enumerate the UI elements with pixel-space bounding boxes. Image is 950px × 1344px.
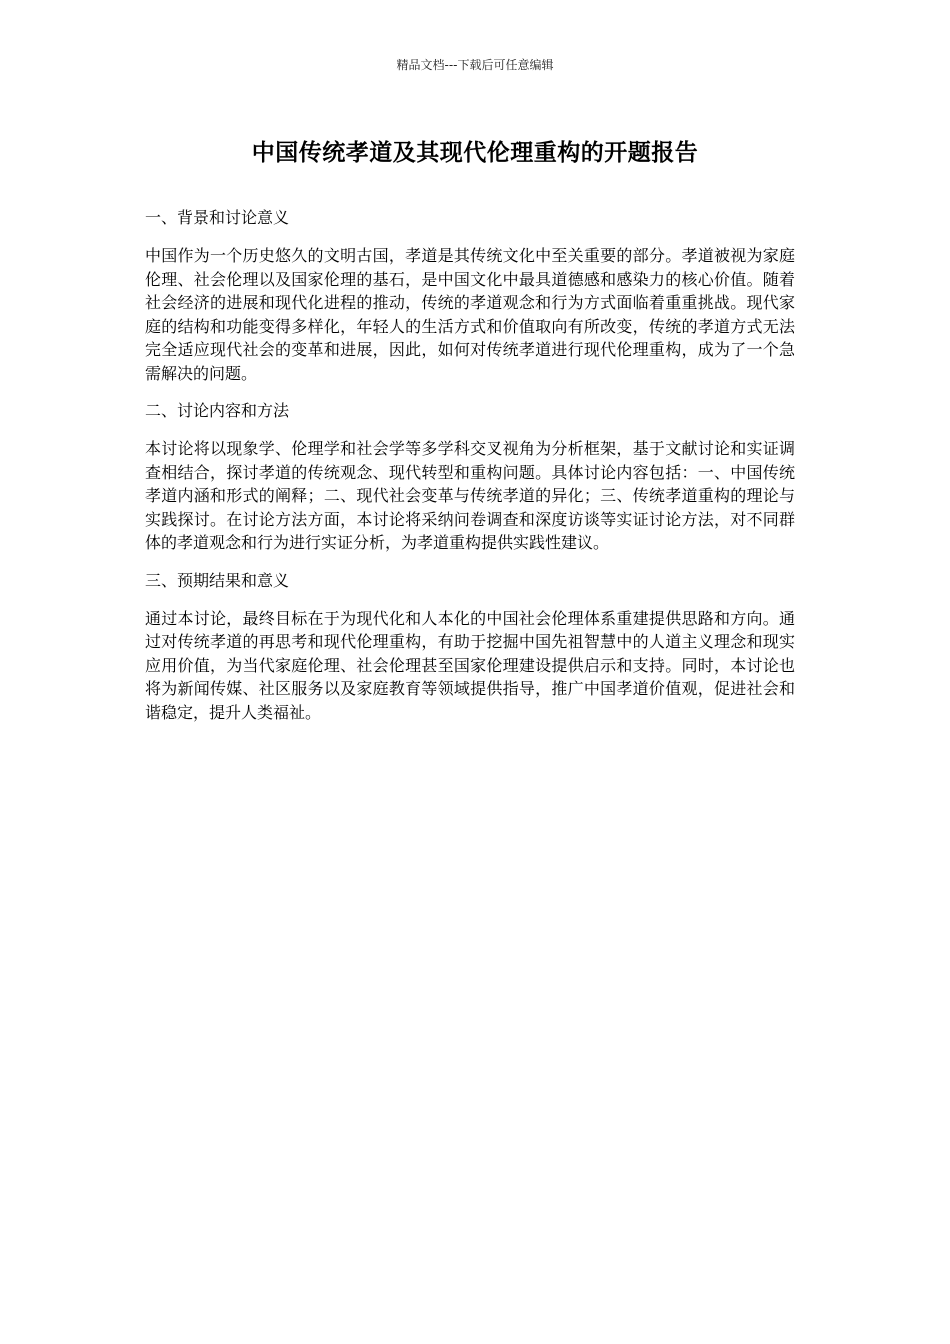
document-body: [145, 206, 795, 738]
page-header: 精品文档---下载后可任意编辑: [396, 58, 554, 72]
section-paragraph: 本讨论将以现象学、伦理学和社会学等多学科交叉视角为分析框架，基于文献讨论和实证调查相结合，探讨孝道的传统观念、现代转型和重构问题。具体讨论内容包括：一、中国传统孝道内涵和形式的阐释；二、现代社会变革与传统孝道的异化；三、传统孝道重构的理论与实践探讨。在讨论方法方面，本讨论将采纳问卷调查和深度访谈等实证讨论方法，对不同群体的孝道观念和行为进行实证分析，为孝道重构提供实践性建议。: [145, 439, 795, 552]
section-heading: 一、背景和讨论意义: [145, 208, 290, 227]
section-heading: 二、讨论内容和方法: [145, 401, 290, 420]
section-expected-results: [145, 569, 795, 725]
section-heading: 三、预期结果和意义: [145, 570, 290, 590]
section-paragraph: 通过本讨论，最终目标在于为现代化和人本化的中国社会伦理体系重建提供思路和方向。通过对传统孝道的再思考和现代伦理重构，有助于挖掘中国先祖智慧中的人道主义理念和现实应用价值，为当代家庭伦理、社会伦理甚至国家伦理建设提供启示和支持。同时，本讨论也将为新闻传媒、社区服务以及家庭教育等领域提供指导，推广中国孝道价值观，促进社会和谐稳定，提升人类福祉。: [145, 608, 795, 722]
section-paragraph: 中国作为一个历史悠久的文明古国，孝道是其传统文化中至关重要的部分。孝道被视为家庭伦理、社会伦理以及国家伦理的基石，是中国文化中最具道德感和感染力的核心价值。随着社会经济的进展和现代化进程的推动，传统的孝道观念和行为方式面临着重重挑战。现代家庭的结构和功能变得多样化，年轻人的生活方式和价值取向有所改变，传统的孝道方式无法完全适应现代社会的变革和进展，因此，如何对传统孝道进行现代伦理重构，成为了一个急需解决的问题。: [145, 246, 795, 383]
section-content-methods: [145, 399, 795, 555]
section-background: [145, 206, 795, 385]
document-title: 中国传统孝道及其现代伦理重构的开题报告: [251, 140, 699, 166]
